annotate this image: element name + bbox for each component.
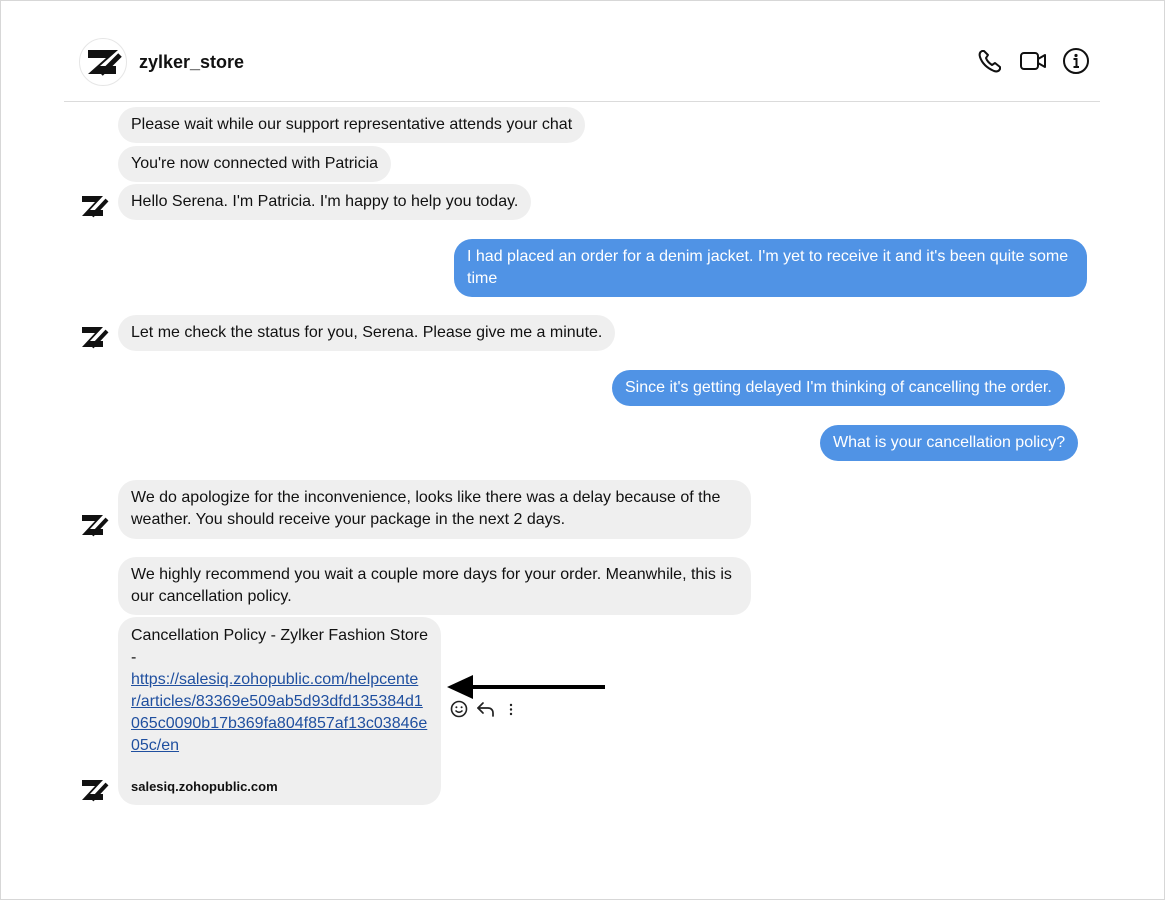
store-avatar[interactable] — [79, 38, 127, 86]
agent-message[interactable]: You're now connected with Patricia — [118, 146, 391, 182]
user-message[interactable]: What is your cancellation policy? — [820, 425, 1078, 461]
info-icon[interactable] — [1061, 46, 1091, 76]
reply-icon[interactable] — [475, 699, 497, 719]
link-title: Cancellation Policy - Zylker Fashion Store - — [131, 627, 429, 666]
agent-message[interactable]: Let me check the status for you, Serena. Please give me a minute. — [118, 315, 615, 351]
agent-avatar-icon — [79, 191, 109, 221]
annotation-arrow-icon — [445, 674, 610, 700]
agent-message[interactable]: Hello Serena. I'm Patricia. I'm happy to help you today. — [118, 184, 531, 220]
agent-avatar-icon — [79, 775, 109, 805]
user-message[interactable]: Since it's getting delayed I'm thinking of cancelling the order. — [612, 370, 1065, 406]
video-icon[interactable] — [1018, 46, 1048, 76]
emoji-react-icon[interactable] — [449, 699, 469, 719]
agent-message[interactable]: We highly recommend you wait a couple more days for your order. Meanwhile, this is our cancellation policy. — [118, 557, 751, 615]
header-divider — [64, 101, 1100, 102]
store-name[interactable]: zylker_store — [139, 52, 245, 72]
agent-avatar-icon — [79, 510, 109, 540]
agent-message[interactable]: We do apologize for the inconvenience, looks like there was a delay because of the weather. You should receive your package in the next 2 days. — [118, 480, 751, 539]
more-options-icon[interactable] — [505, 699, 517, 719]
agent-message[interactable]: Please wait while our support representative attends your chat — [118, 107, 585, 143]
chat-header — [0, 0, 1165, 102]
phone-icon[interactable] — [975, 46, 1005, 76]
link-domain: salesiq.zohopublic.com — [131, 779, 278, 794]
link-message[interactable] — [118, 617, 441, 805]
user-message[interactable]: I had placed an order for a denim jacket. I'm yet to receive it and it's been quite some time — [454, 239, 1087, 297]
link-url[interactable]: https://salesiq.zohopublic.com/helpcenter/articles/83369e509ab5d93dfd135384d1065c0090b17b369fa804f857af13c03846e05c/en — [131, 671, 428, 754]
zylker-logo-icon — [80, 39, 126, 85]
agent-avatar-icon — [79, 322, 109, 352]
